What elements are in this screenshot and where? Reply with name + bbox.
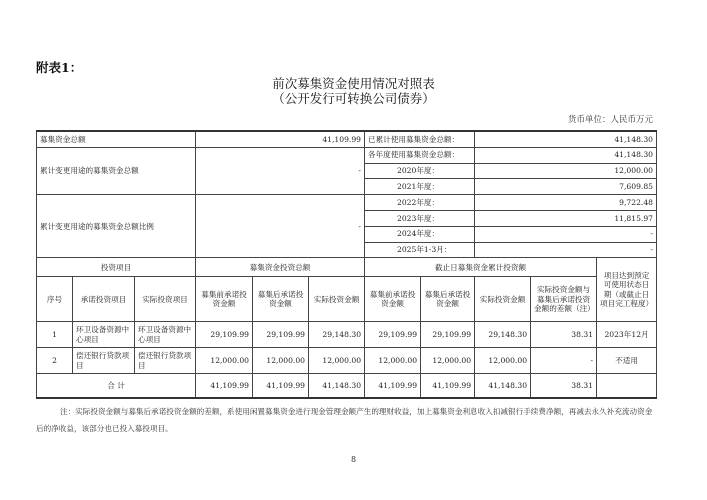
used-total-value: 41,148.30: [475, 131, 657, 147]
completion-cell: 2023年12月: [597, 322, 657, 348]
changed-total-value: -: [196, 147, 365, 194]
year-label: 2021年度：: [365, 179, 475, 195]
completion-cell: 不适用: [597, 348, 657, 374]
pre-commit-cell: 29,109.99: [196, 322, 253, 348]
actual-project-header: 实际投资项目: [135, 277, 196, 322]
total-cum-actual: 41,148.30: [475, 374, 531, 399]
seq-cell: 1: [37, 322, 73, 348]
project-group-header: 投资项目: [37, 258, 196, 277]
year-label: 2025年1-3月：: [365, 242, 475, 258]
cum-actual-header: 实际投资金额: [475, 277, 531, 322]
post-commit-cell: 29,109.99: [253, 322, 309, 348]
actual-project-cell: 环卫设备资源中心项目: [135, 322, 196, 348]
year-value: 9,722.48: [475, 195, 657, 211]
cum-actual-cell: 29,148.30: [475, 322, 531, 348]
pre-commit-cell: 12,000.00: [196, 348, 253, 374]
actual-amount-cell: 29,148.30: [309, 322, 365, 348]
comparison-table: [36, 130, 656, 399]
total-raised-value: 41,109.99: [196, 131, 365, 147]
summary-row: [37, 147, 657, 163]
cum-actual-cell: 12,000.00: [475, 348, 531, 374]
year-value: 12,000.00: [475, 163, 657, 179]
year-row: [37, 195, 657, 211]
summary-row: [37, 131, 657, 147]
seq-cell: 2: [37, 348, 73, 374]
total-cum-pre-commit: 41,109.99: [365, 374, 421, 399]
annex-label: 附表1：: [36, 60, 83, 75]
column-header-row: [37, 277, 657, 322]
cumulative-header: 截止日募集资金累计投资额: [365, 258, 597, 277]
year-label: 2024年度：: [365, 226, 475, 242]
currency-unit: 货币单位：人民币万元: [567, 115, 653, 125]
total-actual-amount: 41,148.30: [309, 374, 365, 399]
actual-amount-cell: 12,000.00: [309, 348, 365, 374]
total-completion: [597, 374, 657, 399]
committed-project-cell: 偿还银行贷款项目: [73, 348, 135, 374]
page-title: 前次募集资金使用情况对照表: [272, 76, 435, 91]
difference-header: 实际投资金额与募集后承诺投资金额的差额（注）: [531, 277, 597, 322]
page-number: 8: [350, 455, 357, 464]
yearly-total-value: 41,148.30: [475, 147, 657, 163]
committed-project-cell: 环卫设备资源中心项目: [73, 322, 135, 348]
group-header-row: [37, 258, 657, 277]
cum-pre-commit-cell: 12,000.00: [365, 348, 421, 374]
changed-total-label: 累计变更用途的募集资金总额: [37, 147, 196, 194]
year-value: 11,815.97: [475, 210, 657, 226]
year-label: 2022年度：: [365, 195, 475, 211]
seq-header: 序号: [37, 277, 73, 322]
total-pre-commit: 41,109.99: [196, 374, 253, 399]
post-commit-header: 募集后承诺投资金额: [253, 277, 309, 322]
total-difference: 38.31: [531, 374, 597, 399]
footnote: 注：实际投资金额与募集后承诺投资金额的差额，系使用闲置募集资金进行现金管理金额产生的理财收益，加上募集资金利息收入扣减银行手续费净额，再减去永久补充流动资金后的净收益，该部分也已投入募投项目。: [36, 407, 653, 433]
cum-post-commit-header: 募集后承诺投资金额: [421, 277, 475, 322]
changed-ratio-label: 累计变更用途的募集资金总额比例: [37, 195, 196, 258]
year-value: -: [475, 242, 657, 258]
difference-cell: -: [531, 348, 597, 374]
year-label: 2023年度：: [365, 210, 475, 226]
table-row: [37, 322, 657, 348]
summary-table: [36, 130, 657, 258]
cum-pre-commit-cell: 29,109.99: [365, 322, 421, 348]
year-label: 2020年度：: [365, 163, 475, 179]
cum-pre-commit-header: 募集前承诺投资金额: [365, 277, 421, 322]
total-investment-header: 募集资金投资总额: [196, 258, 365, 277]
changed-ratio-value: -: [196, 195, 365, 258]
total-row: [37, 374, 657, 399]
total-label: 合 计: [37, 374, 196, 399]
total-raised-label: 募集资金总额: [37, 131, 196, 147]
detail-table: [36, 258, 657, 399]
total-cum-post-commit: 41,109.99: [421, 374, 475, 399]
completion-header: 项目达到预定可使用状态日期（或截止日项目完工程度）: [597, 258, 657, 322]
table-row: [37, 348, 657, 374]
year-value: -: [475, 226, 657, 242]
total-post-commit: 41,109.99: [253, 374, 309, 399]
pre-commit-header: 募集前承诺投资金额: [196, 277, 253, 322]
actual-amount-header: 实际投资金额: [309, 277, 365, 322]
page-subtitle: （公开发行可转换公司债券）: [272, 91, 435, 106]
actual-project-cell: 偿还银行贷款项目: [135, 348, 196, 374]
cum-post-commit-cell: 29,109.99: [421, 322, 475, 348]
yearly-total-label: 各年度使用募集资金总额：: [365, 147, 475, 163]
year-value: 7,609.85: [475, 179, 657, 195]
cum-post-commit-cell: 12,000.00: [421, 348, 475, 374]
difference-cell: 38.31: [531, 322, 597, 348]
post-commit-cell: 12,000.00: [253, 348, 309, 374]
used-total-label: 已累计使用募集资金总额：: [365, 131, 475, 147]
committed-project-header: 承诺投资项目: [73, 277, 135, 322]
